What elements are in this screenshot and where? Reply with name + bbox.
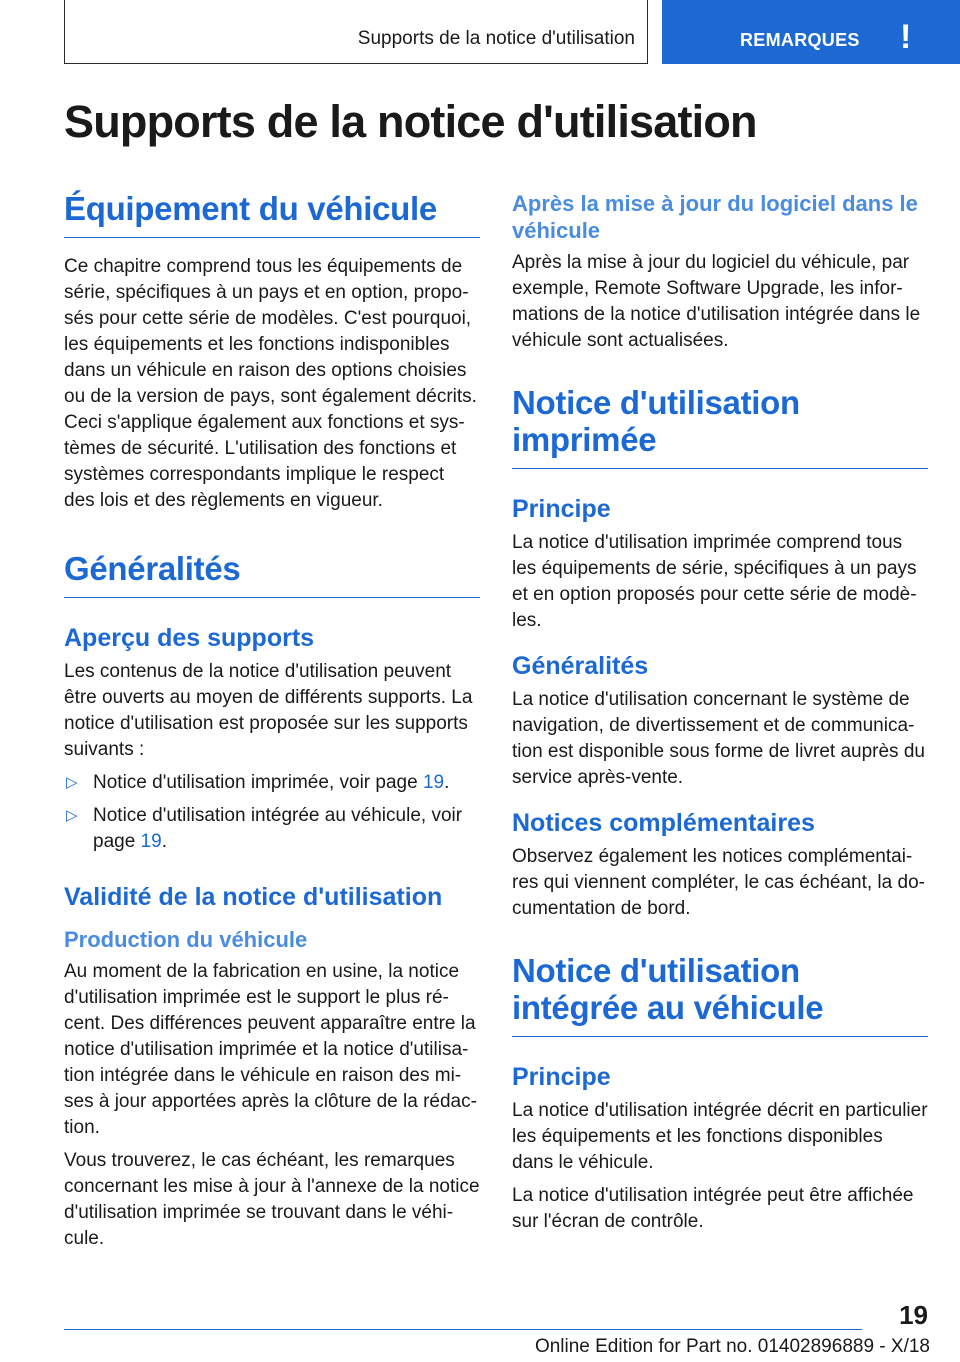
paragraph-production-1: Au moment de la fabrication en usine, la notice d'utilisation imprimée est le support le plus récent. Des différences peuvent apparaître entre la notice d'utilisation imprimée et la notice d'utilisation intégrée dans le véhicule en raison des mises à jour apportées après la clôture de la rédaction. xyxy=(64,961,477,1138)
heading-validity: Validité de la notice d'utilisation xyxy=(64,883,443,911)
left-column xyxy=(64,190,480,1252)
footer-divider xyxy=(64,1329,862,1330)
paragraph-printed-general: La notice d'utilisation concernant le système de navigation, de divertissement et de communication est disponible sous forme de livret auprès du service après-vente. xyxy=(512,689,925,788)
paragraph-equipment: Ce chapitre comprend tous les équipements de série, spécifiques à un pays et en option, proposés pour cette série de modèles. C'est pourquoi, les équipements et les fonctions indisponibles dans un véhicule en raison des options choisies ou de la version de pays, sont également décrits. Ceci s'applique également aux fonctions et systèmes de sécurité. L'utilisation des fonctions et systèmes correspondants implique le respect des lois et des règlements en vigueur. xyxy=(64,256,477,511)
paragraph-printed-principle: La notice d'utilisation imprimée comprend tous les équipements de série, spécifiques à un pays et en option proposés pour cette série de modèles. xyxy=(512,532,917,631)
header-title: Supports de la notice d'utilisation xyxy=(357,28,635,49)
paragraph-supplementary: Observez également les notices complémentaires qui viennent compléter, le cas échéant, la documentation de bord. xyxy=(512,846,925,919)
heading-integrated-principle: Principe xyxy=(512,1063,611,1091)
heading-printed-manual: Notice d'utilisation imprimée xyxy=(512,384,928,469)
heading-equipment: Équipement du véhicule xyxy=(64,190,480,238)
heading-printed-principle: Principe xyxy=(512,495,611,523)
paragraph-integrated-principle-1: La notice d'utilisation intégrée décrit en particulier les équipements et les fonctions disponibles dans le véhicule. xyxy=(512,1100,928,1173)
paragraph-after-update: Après la mise à jour du logiciel du véhicule, par exemple, Remote Software Upgrade, les informations de la notice d'utilisation intégrée dans le véhicule sont actualisées. xyxy=(512,252,921,351)
paragraph-overview: Les contenus de la notice d'utilisation peuvent être ouverts au moyen de différents supports. La notice d'utilisation est proposée sur les supports suivants : xyxy=(64,661,473,760)
supports-list xyxy=(64,770,480,855)
heading-production: Production du véhicule xyxy=(64,927,308,952)
heading-integrated-manual: Notice d'utilisation intégrée au véhicule xyxy=(512,952,928,1037)
heading-overview: Aperçu des supports xyxy=(64,624,315,652)
list-item: ▷ Notice d'utilisation imprimée, voir page 19. xyxy=(64,770,480,796)
page-title: Supports de la notice d'utilisation xyxy=(64,96,757,147)
header-section-tab xyxy=(662,0,960,64)
right-column xyxy=(512,190,928,1235)
paragraph-production-2: Vous trouverez, le cas échéant, les remarques concernant les mise à jour à l'annexe de la notice d'utilisation imprimée se trouvant dans le véhicule. xyxy=(64,1150,480,1249)
heading-after-update: Après la mise à jour du logiciel dans le véhicule xyxy=(512,191,918,243)
paragraph-integrated-principle-2: La notice d'utilisation intégrée peut être affichée sur l'écran de contrôle. xyxy=(512,1185,914,1232)
header-title-box xyxy=(64,0,648,64)
page-number: 19 xyxy=(899,1300,928,1330)
page-link[interactable]: 19 xyxy=(422,772,445,793)
heading-general: Généralités xyxy=(64,550,480,598)
triangle-bullet-icon: ▷ xyxy=(66,774,78,791)
footer-edition-text: Online Edition for Part no. 01402896889 - X/18 xyxy=(534,1336,930,1357)
triangle-bullet-icon: ▷ xyxy=(66,807,78,824)
exclamation-icon: ! xyxy=(900,18,912,56)
section-tab-label: REMARQUES xyxy=(740,30,860,50)
heading-supplementary: Notices complémentaires xyxy=(512,809,815,837)
list-item: ▷ Notice d'utilisation intégrée au véhicule, voir page 19. xyxy=(66,805,463,852)
heading-printed-general: Généralités xyxy=(512,652,649,680)
page-link[interactable]: 19 xyxy=(140,831,162,852)
